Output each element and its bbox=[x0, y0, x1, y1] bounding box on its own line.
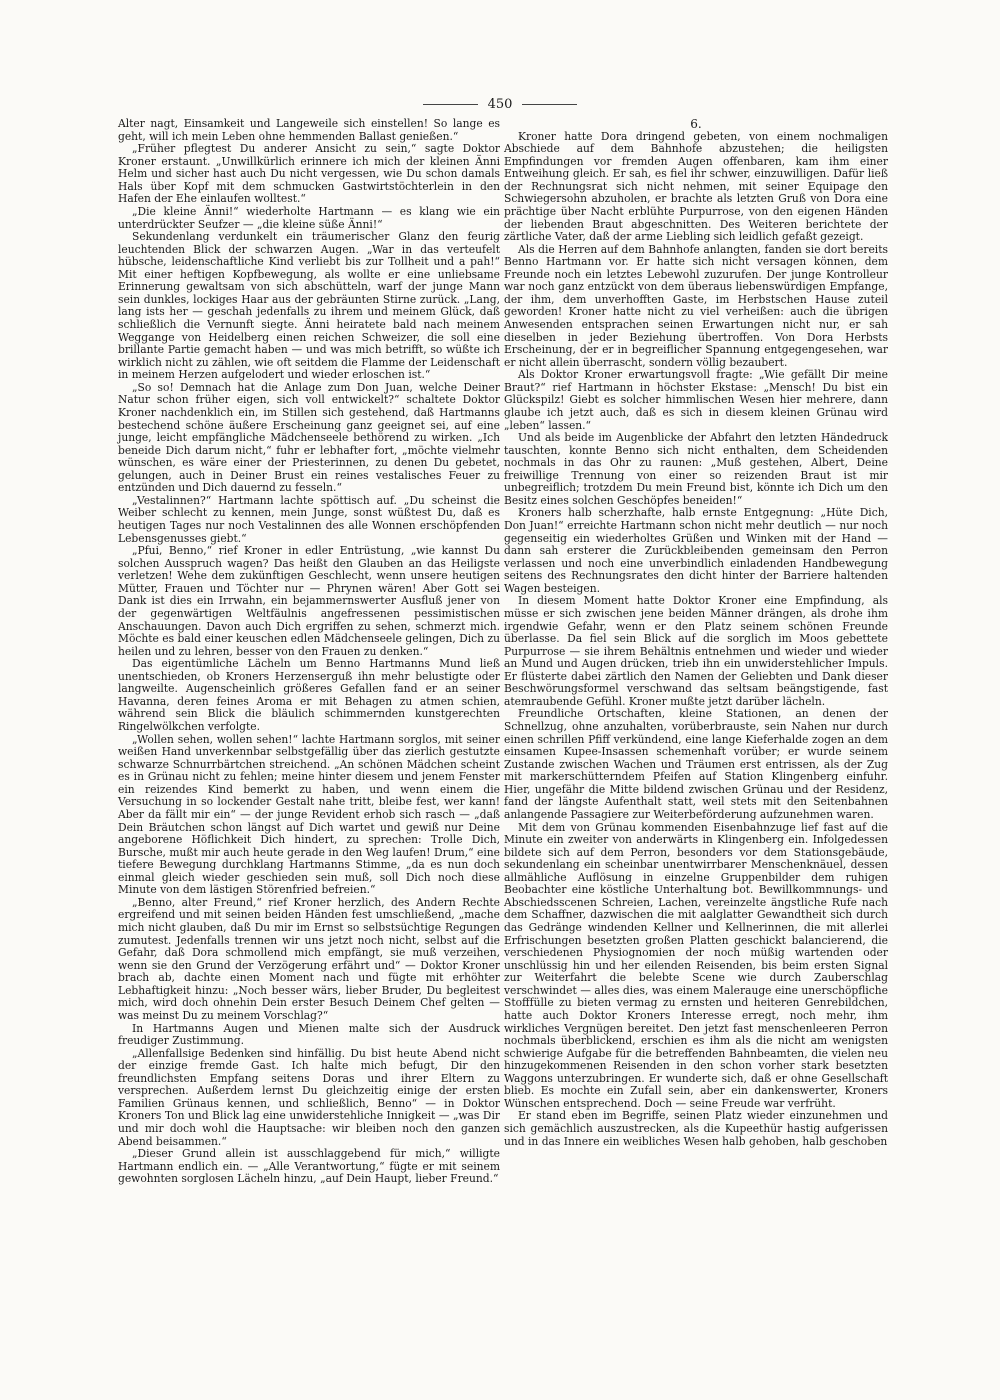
paragraph: Und als beide im Augenblicke der Abfahrt den letzten Händedruck tauschten, konnte Benno sich nicht enthalten, dem Scheidenden nochmals in das Ohr zu raunen: „Muß gestehen, Albert, Deine freiwillige Trennung von einer so reizenden Braut ist mir unbegreiflich; trotzdem Du mein Freund bist, könnte ich Dich um den Besitz eines solchen Geschöpfes beneiden!“ bbox=[504, 431, 888, 507]
paragraph: Mit dem von Grünau kommenden Eisenbahnzuge lief fast auf die Minute ein zweiter von anderwärts in Klingenberg ein. Infolgedessen bildete sich auf dem Perron, besonders vor dem Stationsgebäude, sekundenlang ein scheinbar unentwirrbarer Menschenknäuel, dessen allmähliche Auflösung in einzelne Gruppenbilder dem ruhigen Beobachter eine köstliche Unterhaltung bot. Bewillkommnungs- und Abschiedsscenen Schreien, Lachen, vereinzelte ängstliche Rufe nach dem Schaffner, dazwischen die mit aalglatter Gewandtheit sich durch das Gedränge windenden Kellner und Kellnerinnen, die mit allerlei Erfrischungen besetzten großen Platten geschickt balancierend, die verschiedenen Physiognomien der noch müßig wartenden oder unschlüssig hin und her eilenden Reisenden, bis beim ersten Signal zur Weiterfahrt die belebte Scene wie durch Zauberschlag verschwindet — alles dies, was einem Maleraugе eine unerschöpfliche Stofffülle zu bieten vermag zu ernsten und heiteren Genrebildchen, hatte auch Doktor Kroners Interesse erregt, noch mehr, ihm wirkliches Vergnügen bereitet. Den jetzt fast menschenleeren Perron nochmals überblickend, erschien es ihm als die nicht am wenigsten schwierige Aufgabe für die betreffenden Bahnbeamten, die vielen neu hinzugekommenen Reisenden in den schon vorher stark besetzten Waggons unterzubringen. Er wunderte sich, daß er ohne Gesellschaft blieb. Es mochte ein Zufall sein, aber ein dankenswerter, Kroners Wünschen entsprechend. Doch — seine Freude war verfrüht. bbox=[504, 820, 888, 1110]
paragraph: Alter nagt, Einsamkeit und Langeweile sich einstellen! So lange es geht, will ich mein Leben ohne hemmenden Ballast genießen.“ bbox=[118, 117, 500, 143]
header-rule-right bbox=[522, 104, 577, 105]
header-rule-left bbox=[423, 104, 478, 105]
paragraph: „So so! Demnach hat die Anlage zum Don Juan, welche Deiner Natur schon früher eigen, sich voll entwickelt?“ schaltete Doktor Kroner nachdenklich ein, im Stillen sich gestehend, daß Hartmanns bestechend schöne äußere Erscheinung ganz geeignet sei, auf eine junge, leicht empfängliche Mädchenseele bethörend zu wirken. „Ich beneide Dich darum nicht,“ fuhr er lebhafter fort, „möchte vielmehr wünschen, es wäre einer der Priesterinnen, zu denen Du gebetet, gelungen, auch in Deiner Brust ein reines vestalisches Feuer zu entzünden und Dich dauernd zu fesseln.“ bbox=[118, 380, 500, 495]
paragraph: „Vestalinnen?“ Hartmann lachte spöttisch auf. „Du scheinst die Weiber schlecht zu kennen, mein Junge, sonst wüßtest Du, daß es heutigen Tages nur noch Vestalinnen des alle Wonnen erschöpfenden Lebensgenusses giebt.“ bbox=[118, 493, 500, 545]
paragraph: Er stand eben im Begriffe, seinen Platz wieder einzunehmen und sich gemächlich auszustrecken, als die Kupeethür hastig aufgerissen und in das Innere ein weibliches Wesen halb gehoben, halb geschoben bbox=[504, 1109, 888, 1148]
paragraph: Als Doktor Kroner erwartungsvoll fragte: „Wie gefällt Dir meine Braut?“ rief Hartmann in höchster Ekstase: „Mensch! Du bist ein Glückspilz! Giebt es solcher himmlischen Wesen hier mehrere, dann glaube ich jetzt auch, daß es sich in diesem kleinen Grünau wird „leben“ lassen.“ bbox=[504, 368, 888, 432]
chapter-heading bbox=[504, 118, 888, 131]
paragraph: „Allenfallsige Bedenken sind hinfällig. Du bist heute Abend nicht der einzige fremde Gast. Ich halte mich befugt, Dir den freundlichsten Empfang seitens Doras und ihrer Eltern zu versprechen. Außerdem lernst Du gleichzeitig einige der ersten Familien Grünaus kennen, und schließlich, Benno“ — in Doktor Kroners Ton und Blick lag eine unwiderstehliche Innigkeit — „was Dir und mir doch wohl die Hauptsache: wir bleiben noch den ganzen Abend beisammen.“ bbox=[118, 1046, 500, 1148]
paragraph: In Hartmanns Augen und Mienen malte sich der Ausdruck freudiger Zustimmung. bbox=[118, 1021, 500, 1048]
paragraph: Sekundenlang verdunkelt ein träumerischer Glanz den feurig leuchtenden Blick der schwarzen Augen. „War in das verteufelt hübsche, leidenschaftliche Kind verliebt bis zur Tollheit und a pah!“ Mit einer heftigen Kopfbewegung, als wollte er eine unliebsame Erinnerung gewaltsam von sich abschütteln, warf der junge Mann sein dunkles, lockiges Haar aus der gebräunten Stirne zurück. „Lang, lang ists her — geschah jedenfalls zu ihrem und meinem Glück, daß schließlich die Vernunft siegte. Änni heiratete bald nach meinem Weggange von Heidelberg einen reichen Schweizer, die soll eine brillante Partie gemacht haben — und was mich betrifft, so wüßte ich wirklich nicht zu zählen, wie oft seitdem die Flamme der Leidenschaft in meinem Herzen aufgelodert und wieder erloschen ist.“ bbox=[118, 230, 500, 382]
paragraph: „Die kleine Änni!“ wiederholte Hartmann — es klang wie ein unterdrückter Seufzer — „die kleine süße Änni!“ bbox=[118, 204, 500, 231]
paragraph: „Wollen sehen, wollen sehen!“ lachte Hartmann sorglos, mit seiner weißen Hand unverkennbar selbstgefällig über das zierlich gestutzte schwarze Schnurrbärtchen streichend. „An schönen Mädchen scheint es in Grünau nicht zu fehlen; meine hinter diesem und jenem Fenster ein reizendes Kind bemerkt zu haben, und wenn einem die Versuchung in so lockender Gestalt nahe tritt, bleibe fest, wer kann! Aber da fällt mir ein“ — der junge Revident erhob sich rasch — „daß Dein Bräutchen schon längst auf Dich wartet und gewiß nur Deine angeborene Höflichkeit Dich hindert, zu sprechen: Trolle Dich, Bursche, mußt mir auch heute gerade in den Weg laufen! Drum,“ eine tiefere Bewegung durchklang Hartmanns Stimme, „da es nun doch einmal gleich wieder geschieden sein muß, soll Dich noch diese Minute von dem lästigen Störenfried befreien.“ bbox=[118, 732, 500, 897]
paragraph: Kroner hatte Dora dringend gebeten, von einem nochmaligen Abschiede auf dem Bahnhofe abzustehen; die heiligsten Empfindungen vor fremden Augen offenbaren, kam ihm einer Entweihung gleich. Er sah, es fiel ihr schwer, einzuwilligen. Dafür ließ der Rechnungsrat sich nicht nehmen, mit seiner Equipage den Schwiegersohn abzuholen, er brachte als letzten Gruß von Dora eine prächtige über Nacht erblühte Purpurrose, von den eigenen Händen der liebenden Braut abgeschnitten. Des Weiteren berichtete der zärtliche Vater, daß der arme Liebling sich leidlich gefaßt gezeigt. bbox=[504, 129, 888, 244]
paragraph: „Benno, alter Freund,“ rief Kroner herzlich, des Andern Rechte ergreifend und mit seinen beiden Händen fest umschließend, „mache mich nicht glauben, daß Du mir im Ernst so selbstsüchtige Regungen zumutest. Jedenfalls trennen wir uns jetzt noch nicht, selbst auf die Gefahr, daß Dora schmollend mich empfängt, sie muß verzeihen, wenn sie den Grund der Verzögerung erfährt und“ — Doktor Kroner brach ab, dachte einen Moment nach und fügte mit erhöhter Lebhaftigkeit hinzu: „Noch besser wärs, lieber Bruder, Du begleitest mich, wird doch ohnehin Dein erster Besuch Deinem Chef gelten — was meinst Du zu meinem Vorschlag?“ bbox=[118, 895, 500, 1022]
paragraph: In diesem Moment hatte Doktor Kroner eine Empfindung, als müsse er sich zwischen jene beiden Männer drängen, als drohe ihm irgendwie Gefahr, wenn er den Platz seinem schönen Freunde überlasse. Da fiel sein Blick auf die sorglich im Moos gebettete Purpurrose — sie ihrem Behältnis entnehmen und wieder und wieder an Mund und Augen drücken, trieb ihn ein unwiderstehlicher Impuls. Er flüsterte dabei zärtlich den Namen der Geliebten und Dank dieser Beschwörungsformel verschwand das seltsam beängstigende, fast atemraubende Gefühl. Kroner mußte jetzt darüber lächeln. bbox=[504, 594, 888, 708]
paragraph: „Dieser Grund allein ist ausschlaggebend für mich,“ willigte Hartmann endlich ein. — „Alle Verantwortung,“ fügte er mit seinem gewohnten sorglosen Lächeln hinzu, „auf Dein Haupt, lieber Freund.“ bbox=[118, 1147, 500, 1186]
page-header bbox=[120, 94, 880, 114]
paragraph: Freundliche Ortschaften, kleine Stationen, an denen der Schnellzug, ohne anzuhalten, vorüberbrauste, sein Nahen nur durch einen schrillen Pfiff verkündend, eine lange Kieferhalde zogen an dem einsamen Kupee-Insassen schemenhaft vorüber; er wurde seinem Zustande zwischen Wachen und Träumen erst entrissen, als der Zug mit markerschütterndem Pfeifen auf Station Klingenberg einfuhr. Hier, ungefähr die Mitte bildend zwischen Grünau und der Residenz, fand der längste Aufenthalt statt, weil stets mit den Seitenbahnen anlangende Passagiere zur Weiterbeförderung aufzunehmen waren. bbox=[504, 707, 888, 821]
paragraph: Als die Herren auf dem Bahnhofe anlangten, fanden sie dort bereits Benno Hartmann vor. Er hatte sich nicht versagen können, dem Freunde noch ein letztes Lebewohl zuzurufen. Der junge Kontrolleur war noch ganz entzückt von dem überaus liebenswürdigen Empfange, der ihm, dem unverhofften Gaste, im Herbstschen Hause zuteil geworden! Kroner hatte nicht zu viel verheißen: auch die übrigen Anwesenden entsprachen seinen Erwartungen nicht nur, er sah dieselben in jeder Beziehung übertroffen. Von Dora Herbsts Erscheinung, der er in begreiflicher Spannung entgegengesehen, war er nicht allein überrascht, sondern völlig bezaubert. bbox=[504, 242, 888, 369]
paragraph: „Pfui, Benno,“ rief Kroner in edler Entrüstung, „wie kannst Du solchen Ausspruch wagen? Das heißt den Glauben an das Heiligste verletzen! Wehe dem zukünftigen Geschlecht, wenn unsere heutigen Mütter, Frauen und Töchter nur — Phrynen wären! Aber Gott sei Dank ist dies ein Irrwahn, ein bejammernswerter Ausfluß jener von der gegenwärtigen Weltfäulnis angefressenen pessimistischen Anschauungen. Davon auch Dich ergriffen zu sehen, schmerzt mich. Möchte es bald einer keuschen edlen Mädchenseele gelingen, Dich zu heilen und zu lehren, besser von den Frauen zu denken.“ bbox=[118, 544, 500, 658]
page-number: 450 bbox=[487, 96, 513, 112]
right-column bbox=[504, 118, 888, 1148]
paragraph: „Früher pflegtest Du anderer Ansicht zu sein,“ sagte Doktor Kroner erstaunt. „Unwillkürlich erinnere ich mich der kleinen Änni Helm und sicher hast auch Du nicht vergessen, wie Du schon damals Hals über Kopf mit dem schmucken Gastwirtstöchterlein in den Hafen der Ehe einlaufen wolltest.“ bbox=[118, 142, 500, 206]
paragraph: Das eigentümliche Lächeln um Benno Hartmanns Mund ließ unentschieden, ob Kroners Herzenserguß ihn mehr belustigte oder langweilte. Augenscheinlich größeres Gefallen fand er an seiner Havanna, deren feines Aroma er mit Behagen zu atmen schien, während sein Blick die bläulich schimmernden kunstgerechten Ringelwölkchen verfolgte. bbox=[118, 657, 500, 733]
chapter-number: 6. bbox=[690, 117, 702, 131]
paragraph: Kroners halb scherzhafte, halb ernste Entgegnung: „Hüte Dich, Don Juan!“ erreichte Hartmann schon nicht mehr deutlich — nur noch gegenseitig ein wiederholtes Grüßen und Winken mit der Hand — dann sah ersterer die Zurückbleibenden gemeinsam den Perron verlassen und noch eine unverbindlich einladenden Handbewegung seitens des Rechnungsrates den dicht hinter der Barriere haltenden Wagen besteigen. bbox=[504, 506, 888, 595]
left-column bbox=[118, 118, 500, 1186]
